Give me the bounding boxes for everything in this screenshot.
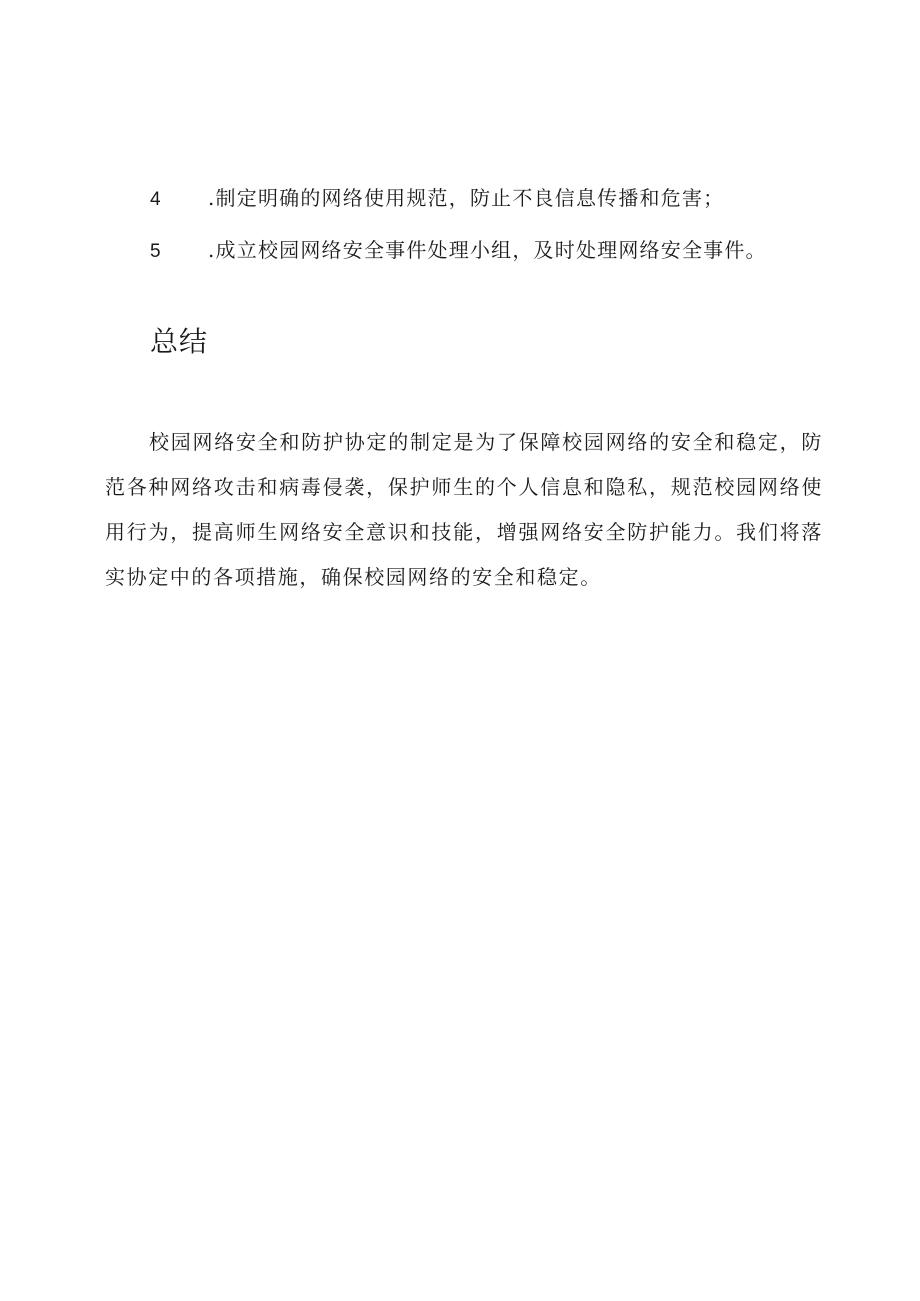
list-item-number: 4 [150,189,162,210]
summary-paragraph: 校园网络安全和防护协定的制定是为了保障校园网络的安全和稳定，防范各种网络攻击和病毒侵袭，保护师生的个人信息和隐私，规范校园网络使用行为，提高师生网络安全意识和技能，增强网络安全防护能力。我们将落实协定中的各项措施，确保校园网络的安全和稳定。 [105,430,823,589]
list-item [150,234,830,286]
list-item-text: .成立校园网络安全事件处理小组，及时处理网络安全事件。 [208,238,767,262]
list-item [150,182,830,234]
measures-list [150,182,830,286]
list-item-text: .制定明确的网络使用规范，防止不良信息传播和危害； [208,186,725,210]
summary-heading: 总结 [150,325,209,358]
list-item-number: 5 [150,241,162,262]
